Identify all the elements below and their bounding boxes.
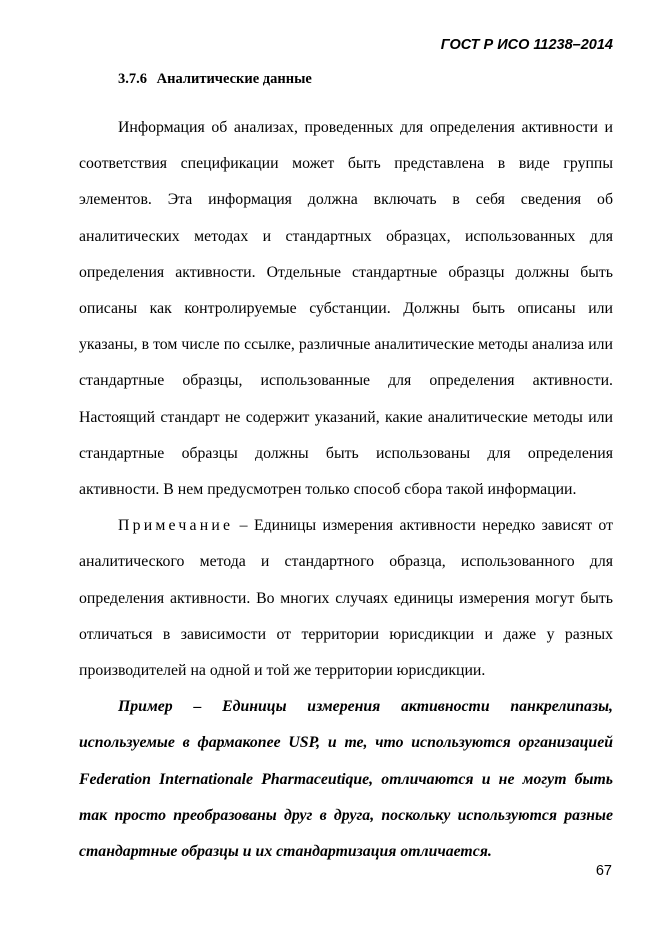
section-heading bbox=[118, 69, 312, 89]
page-number: 67 bbox=[595, 863, 612, 879]
note-label: Примечание bbox=[118, 517, 234, 535]
standard-id: ГОСТ Р ИСО 11238–2014 bbox=[440, 37, 613, 53]
note-text: – Единицы измерения активности нередко зависят от аналитического метода и стандартного образца, использованного для определения активности. Во многих случаях единицы измерения могут быть отличаться в зависимости от территории юрисдикции и даже у разных производителей на одной и той же территории юрисдикции. bbox=[79, 517, 613, 680]
paragraph-main: Информация об анализах, проведенных для определения активности и соответствия спецификации может быть представлена в виде группы элементов. Эта информация должна включать в себя сведения об аналитических методах и стандартных образцах, использованных для определения активности. Отдельные стандартные образцы должны быть описаны как контролируемые субстанции. Должны быть описаны или указаны, в том числе по ссылке, различные аналитические методы анализа или стандартные образцы, использованные для определения активности. Настоящий стандарт не содержит указаний, какие аналитические методы или стандартные образцы должны быть использованы для определения активности. В нем предусмотрен только способ сбора такой информации. bbox=[79, 119, 613, 499]
page-footer bbox=[596, 862, 612, 880]
paragraph-example: Пример – Единицы измерения активности панкрелипазы, используемые в фармакопее USP, и те, что используются организацией Federation Internationale Pharmaceutique, отличаются и не могут быть так просто преобразованы друг в друга, поскольку используются разные стандартные образцы и их стандартизация отличается. bbox=[79, 698, 613, 861]
paragraph-note bbox=[79, 508, 613, 689]
section-title: Аналитические данные bbox=[156, 71, 312, 87]
document-body bbox=[79, 110, 613, 870]
section-number: 3.7.6 bbox=[118, 71, 147, 87]
document-header bbox=[441, 36, 613, 54]
